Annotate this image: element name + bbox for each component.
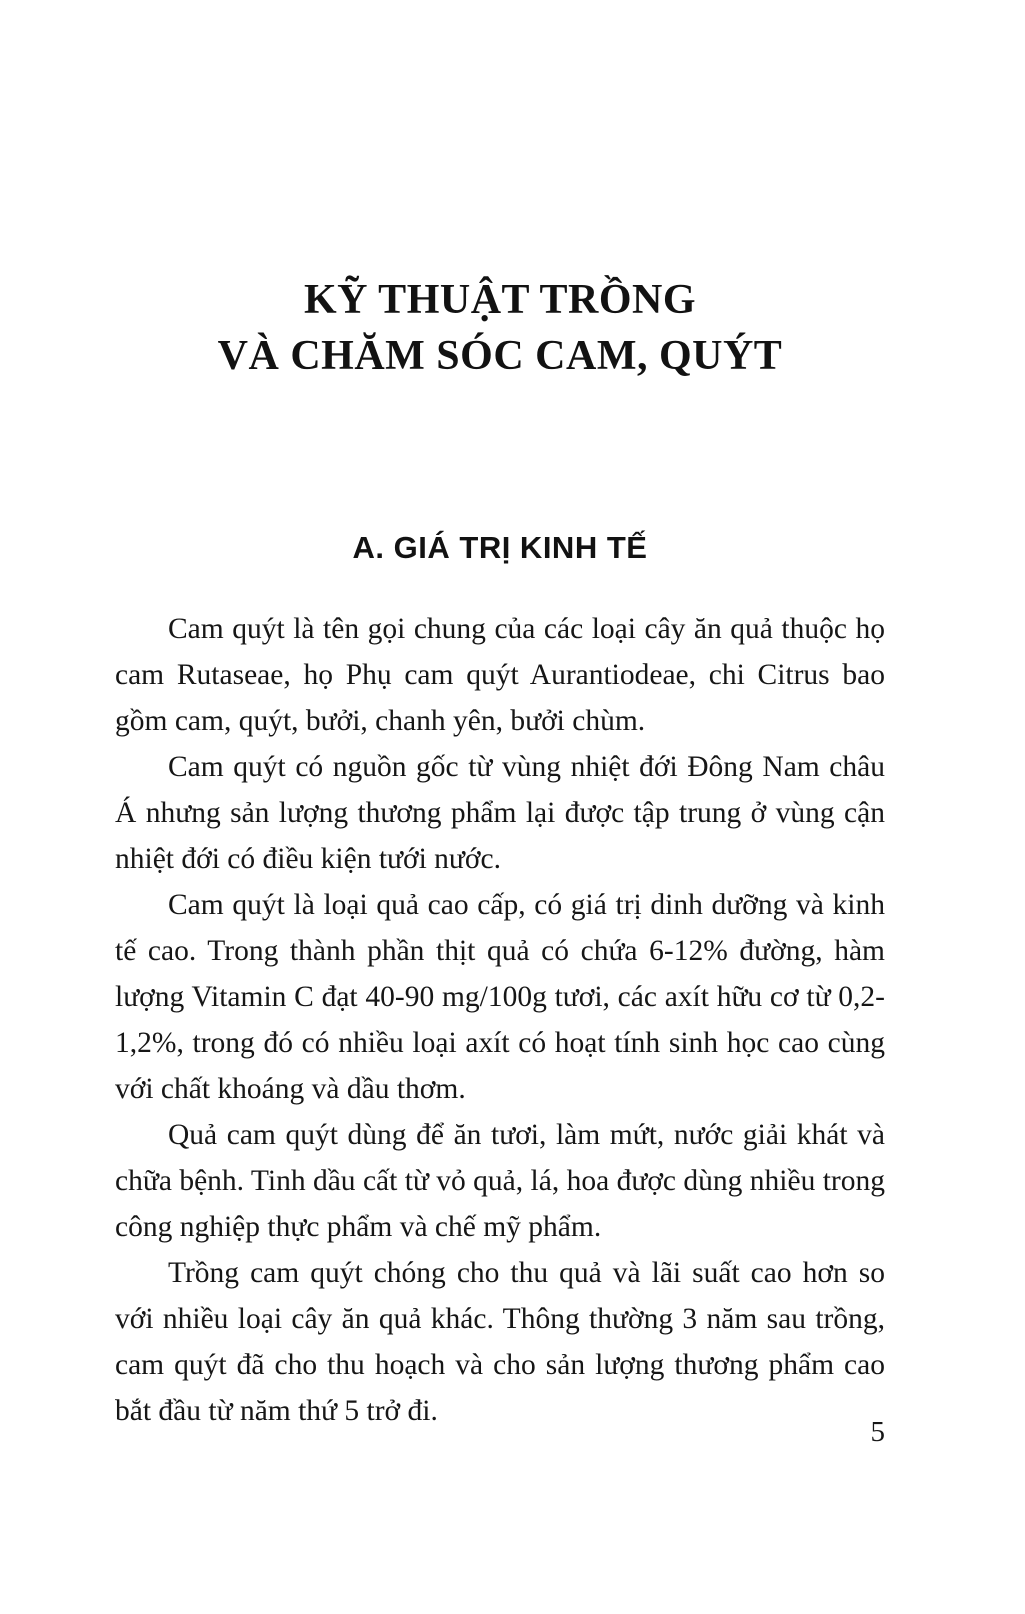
title-line-2: VÀ CHĂM SÓC CAM, QUÝT: [217, 333, 783, 379]
paragraph-1: Cam quýt là tên gọi chung của các loại cây ăn quả thuộc họ cam Rutaseae, họ Phụ cam quýt Aurantiodeae, chi Citrus bao gồm cam, quýt, bưởi, chanh yên, bưởi chùm.: [115, 613, 885, 737]
paragraph-4: Quả cam quýt dùng để ăn tươi, làm mứt, nước giải khát và chữa bệnh. Tinh dầu cất từ vỏ quả, lá, hoa được dùng nhiều trong công nghiệp thực phẩm và chế mỹ phẩm.: [115, 1119, 885, 1243]
page-content: [115, 0, 885, 1434]
paragraph-2: Cam quýt có nguồn gốc từ vùng nhiệt đới Đông Nam châu Á nhưng sản lượng thương phẩm lại được tập trung ở vùng cận nhiệt đới có điều kiện tưới nước.: [115, 751, 885, 875]
title-line-1: KỸ THUẬT TRỒNG: [303, 277, 697, 323]
paragraph-5: Trồng cam quýt chóng cho thu quả và lãi suất cao hơn so với nhiều loại cây ăn quả khác. Thông thường 3 năm sau trồng, cam quýt đã cho thu hoạch và cho sản lượng thương phẩm cao bắt đầu từ năm thứ 5 trở đi.: [115, 1257, 885, 1427]
section-heading: A. GIÁ TRỊ KINH TẾ: [352, 530, 648, 565]
paragraph-3: Cam quýt là loại quả cao cấp, có giá trị dinh dưỡng và kinh tế cao. Trong thành phần thịt quả có chứa 6-12% đường, hàm lượng Vitamin C đạt 40-90 mg/100g tươi, các axít hữu cơ từ 0,2-1,2%, trong đó có nhiều loại axít có hoạt tính sinh học cao cùng với chất khoáng và dầu thơm.: [115, 889, 885, 1105]
page-number: 5: [870, 1416, 885, 1448]
page-title: [115, 272, 885, 384]
